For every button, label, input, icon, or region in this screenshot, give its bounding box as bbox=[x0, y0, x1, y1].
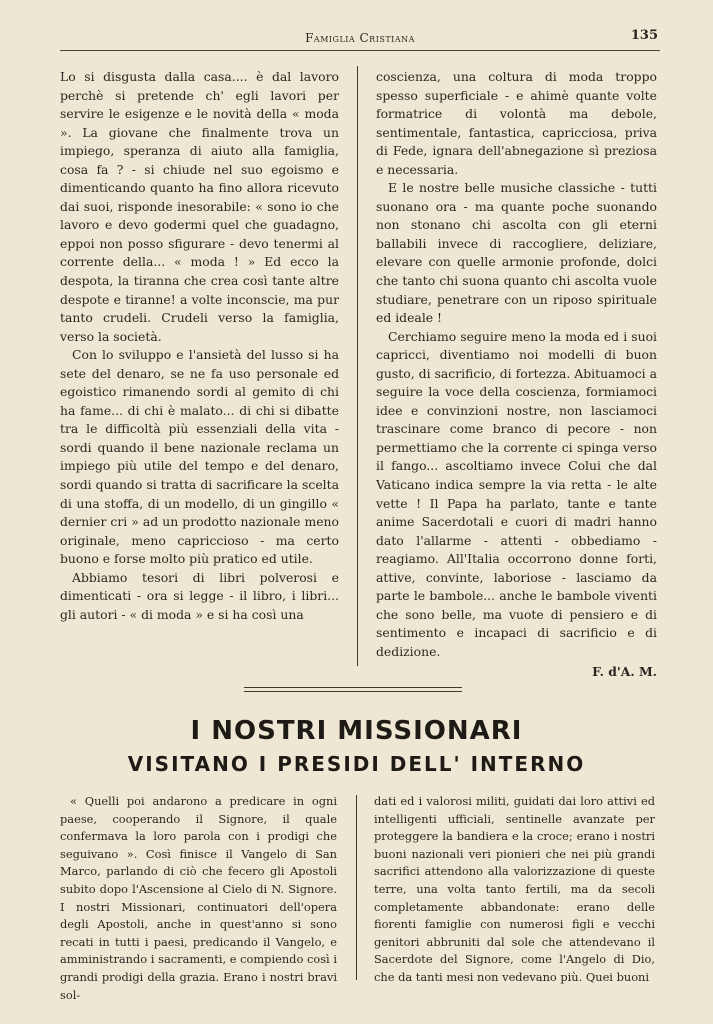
article1-left-column bbox=[60, 68, 339, 624]
column-rule bbox=[357, 66, 358, 666]
paragraph: « Quelli poi andarono a predicare in ogni paese, cooperando il Signore, il quale confermava la loro parola con i prodigi che seguivano ». Così finisce il Vangelo di San Marco, parlando di ciò che fecero gli Apostoli subito dopo l'Ascensione al Cielo di N. Signore. I nostri Missionari, continuatori dell'opera degli Apostoli, anche in quest'anno si sono recati in tutti i paesi, predicando il Vangelo, e amministrando i sacramenti, e compiendo così i grandi prodigi della grazia. Erano i nostri bravi sol- bbox=[60, 794, 337, 1002]
article1-right-column bbox=[376, 68, 657, 681]
paragraph: dati ed i valorosi militi, guidati dai loro attivi ed intelligenti ufficiali, sentinelle avanzate per proteggere la bandiera e la croce; erano i nostri buoni nazionali veri pionieri che nei più grandi sacrifici attendono alla valorizzazione di queste terre, una volta tanto fertili, ma da secoli completamente abbandonate: erano delle fiorenti famiglie con numerosi figli e vecchi genitori abbruniti dal sole che attendevano il Sacerdote del Signore, come l'Angelo di Dio, che da tanti mesi non vedevano più. Quei buoni bbox=[374, 794, 655, 984]
article-title: I NOSTRI MISSIONARI bbox=[190, 716, 523, 746]
paragraph: Abbiamo tesori di libri polverosi e dimenticati - ora si legge - il libro, i libri... gli autori - « di moda » e si ha così una bbox=[60, 569, 339, 622]
article2-left-column bbox=[60, 793, 337, 1004]
section-divider bbox=[244, 687, 462, 692]
page-header bbox=[60, 26, 660, 51]
article-subtitle: VISITANO I PRESIDI DELL' INTERNO bbox=[127, 752, 586, 776]
author-signature: F. d'A. M. bbox=[592, 663, 657, 679]
article2-right-column bbox=[374, 793, 655, 987]
running-title: Famiglia Cristiana bbox=[305, 31, 415, 45]
paragraph: coscienza, una coltura di moda troppo spesso superficiale - e ahimè quante volte formatrice di volontà ma debole, sentimentale, fantastica, capricciosa, priva di Fede, ignara dell'abnegazione sì preziosa e necessaria. bbox=[376, 69, 657, 177]
paragraph: Con lo sviluppo e l'ansietà del lusso si ha sete del denaro, se ne fa uso personale ed egoistico rimanendo sordi al gemito di chi ha fame... di chi è malato... di chi si dibatte tra le difficoltà più essenziali della vita - sordi quando il bene nazionale reclama un impiego più utile del tempo e del denaro, sordi quando si tratta di sacrificare la scelta di una stoffa, di un modello, di un gingillo « dernier cri » ad un prodotto nazionale meno originale, meno capriccioso - ma certo buono e forse molto più pratico ed utile. bbox=[60, 347, 339, 567]
column-rule bbox=[356, 795, 357, 980]
paragraph: Cerchiamo seguire meno la moda ed i suoi capricci, diventiamo noi modelli di buon gusto, di sacrificio, di fortezza. Abituamoci a seguire la voce della coscienza, formiamoci idee e convinzioni nostre, non lasciamoci trascinare come branco di pecore - non permettiamo che la corrente ci spinga verso il fango... ascoltiamo invece Colui che dal Vaticano indica sempre la via retta - le alte vette ! Il Papa ha parlato, tante e tante anime Sacerdotali e cuori di madri hanno dato l'allarme - attenti - obbediamo - reagiamo. All'Italia occorrono donne forti, attive, convinte, laboriose - lasciamo da parte le bambole... anche le bambole viventi che sono belle, ma vuote di pensiero e di sentimento e incapaci di sacrificio e di dedizione. bbox=[376, 328, 657, 659]
page-number: 135 bbox=[630, 28, 658, 43]
paragraph: Lo si disgusta dalla casa.... è dal lavoro perchè si pretende ch' egli lavori per servire le esigenze e le novità della « moda ». La giovane che finalmente trova un impiego, speranza di aiuto alla famiglia, cosa fa ? - si chiude nel suo egoismo e dimenticando quanto ha fino allora ricevuto dai suoi, risponde inesorabile: « sono io che lavoro e devo godermi quel che guadagno, eppoi non posso sfigurare - devo tenermi al corrente della... « moda ! » Ed ecco la despota, la tiranna che crea così tante altre despote e tiranne! a volte inconscie, ma pur tanto crudeli. Crudeli verso la famiglia, verso la società. bbox=[60, 69, 339, 344]
paragraph: E le nostre belle musiche classiche - tutti suonano ora - ma quante poche suonando non stonano chi ascolta con gli eterni ballabili invece di raccogliere, deliziare, elevare con quelle armonie profonde, dolci che tanto chi suona quanto chi ascolta vuole studiare, penetrare con un riposo spirituale ed ideale ! bbox=[376, 180, 657, 326]
